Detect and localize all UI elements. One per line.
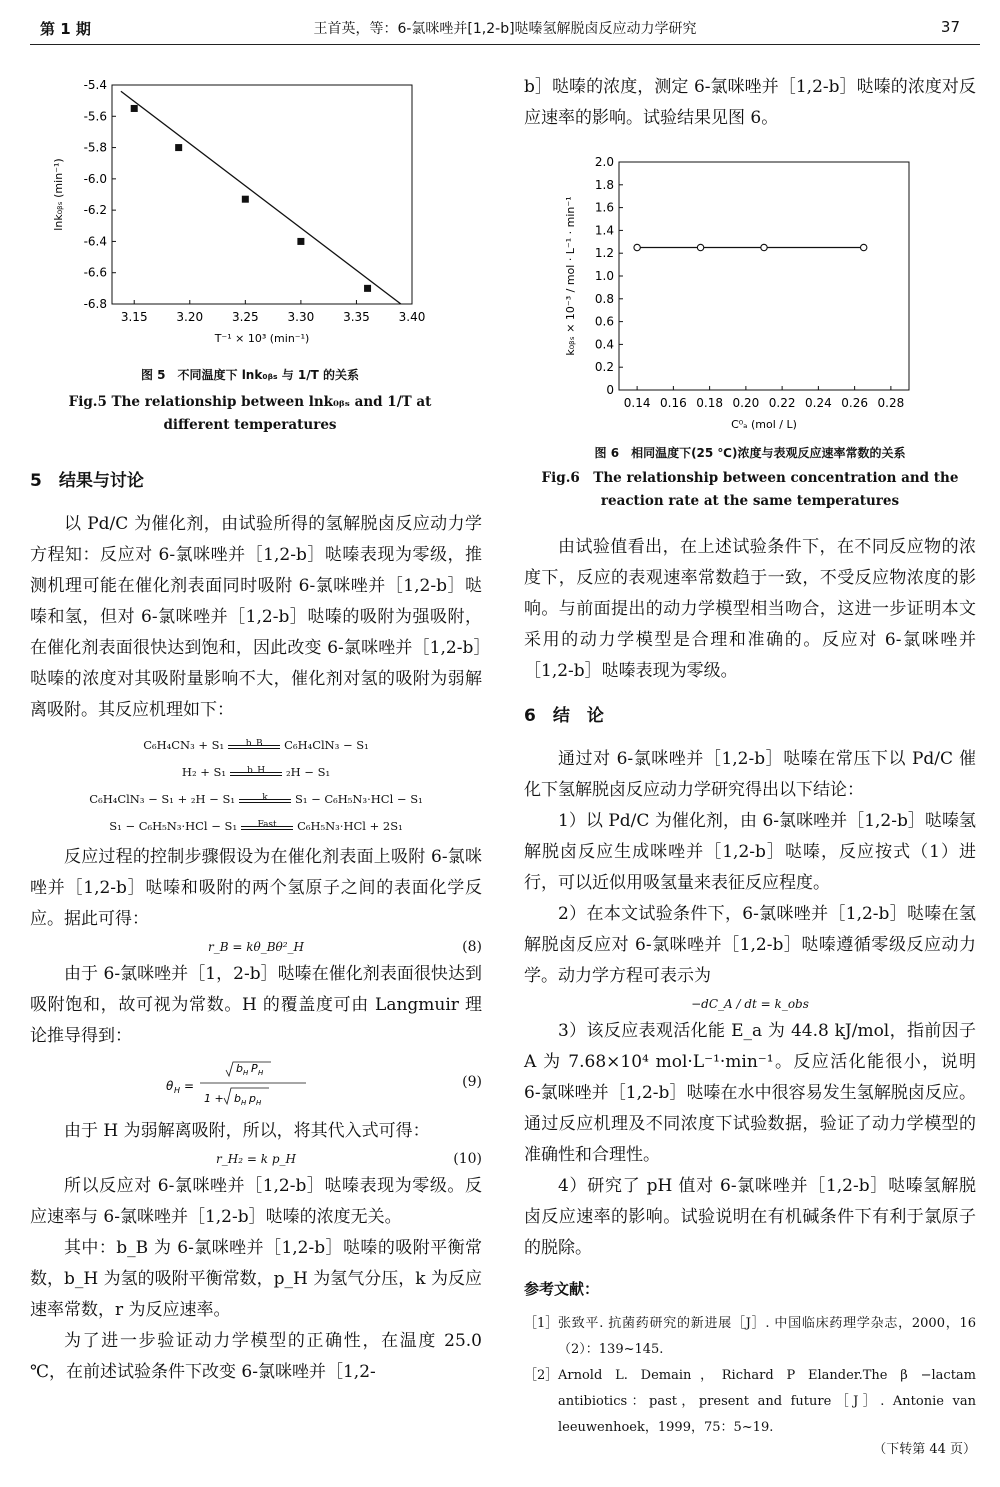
section-5-heading: 5 结果与讨论 [30, 471, 144, 491]
y-tick-label: 1.6 [594, 200, 614, 215]
reference-list [524, 1311, 976, 1441]
svg-text:H: H [174, 1086, 181, 1095]
page-number: 37 [940, 18, 960, 36]
paragraph: 4）研究了 pH 值对 6-氯咪唑并［1,2-b］哒嗪氢解脱卤反应速率的影响。试验说明在有机碱条件下有利于氯原子的脱除。 [524, 1176, 976, 1258]
x-tick-label: 0.26 [841, 396, 868, 410]
y-tick-label: 0.6 [594, 314, 614, 329]
header-rule [30, 44, 980, 45]
figure-6 [524, 150, 976, 520]
paragraph: 其中：b_B 为 6-氯咪唑并［1,2-b］哒嗪的吸附平衡常数，b_H 为氢的吸附平衡常数，p_H 为氢气分压，k 为反应速率常数，r 为反应速率。 [30, 1238, 482, 1320]
data-point [175, 144, 182, 151]
x-tick-label: 0.16 [660, 396, 687, 410]
x-axis-label: C⁰ₐ (mol / L) [731, 418, 797, 431]
data-point [860, 244, 866, 250]
figure-5-chart [40, 70, 460, 360]
svg-text:p: p [249, 1092, 256, 1105]
y-tick-label: -5.4 [83, 78, 107, 92]
data-point [697, 244, 703, 250]
y-tick-label: -5.8 [83, 140, 107, 155]
data-point [761, 244, 767, 250]
paragraph: b］哒嗪的浓度，测定 6-氯咪唑并［1,2-b］哒嗪的浓度对反应速率的影响。试验结果见图 6。 [524, 77, 976, 128]
equation-10-number: (10) [453, 1151, 482, 1167]
right-column [524, 532, 976, 1459]
y-tick-label: -6.6 [83, 265, 107, 280]
figure-6-caption-en-line2: reaction rate at the same temperatures [600, 493, 900, 509]
y-tick-label: -6.0 [83, 171, 107, 186]
x-tick-label: 0.14 [623, 396, 651, 410]
svg-text:b: b [236, 1062, 243, 1075]
data-point [634, 244, 640, 250]
reference-item: ［1］ 张致平. 抗菌药研究的新进展［J］. 中国临床药理学杂志，2000，16（2）：139~145. [524, 1316, 976, 1357]
x-tick-label: 0.24 [805, 396, 832, 410]
running-header [30, 12, 980, 42]
x-tick-label: 0.22 [768, 396, 796, 410]
x-tick-label: 3.20 [176, 310, 204, 324]
y-axis-label: lnk₀ᵦₛ (min⁻¹) [52, 158, 65, 231]
fit-line [121, 91, 401, 304]
x-tick-label: 3.30 [287, 310, 315, 324]
reaction-mechanism [30, 732, 482, 840]
mechanism-step: C₆H₄ClN₃ − S₁ + ₂H − S₁ k S₁ − C₆H₅N₃·HCl − S₁ [89, 792, 423, 806]
section-6-heading: 6 结 论 [524, 706, 604, 726]
paragraph: 由于 H 为弱解离吸附，所以，将其代入式可得： [64, 1121, 430, 1141]
y-tick-label: 0.2 [594, 360, 614, 375]
mechanism-step: S₁ − C₆H₅N₃·HCl − S₁ Fast C₆H₅N₃·HCl + 2S₁ [109, 819, 403, 833]
paragraph: 2）在本文试验条件下，6-氯咪唑并［1,2-b］哒嗪在氢解脱卤反应对 6-氯咪唑并［1,2-b］哒嗪遵循零级反应动力学。动力学方程可表示为 [524, 904, 976, 986]
rate-equation [524, 992, 976, 1016]
y-tick-label: 0.8 [594, 291, 614, 306]
y-tick-label: -6.8 [83, 297, 107, 311]
x-tick-label: 0.18 [696, 396, 723, 410]
paragraph: 以 Pd/C 为催化剂，由试验所得的氢解脱卤反应动力学方程知：反应对 6-氯咪唑并［1,2-b］哒嗪表现为零级，推测机理可能在催化剂表面同时吸附 6-氯咪唑并［1,2-b］哒嗪和氢，但对 6-氯咪唑并［1,2-b］哒嗪的吸附为强吸附，在催化剂表面很快达到饱和，因此改变 6-氯咪唑并［1,2-b］哒嗪的浓度对其吸附量影响不大，催化剂对氢的吸附为弱解离吸附。其反应机理如下： [30, 514, 482, 720]
y-tick-label: 2.0 [594, 155, 614, 169]
y-tick-label: 0 [606, 383, 614, 397]
equation-10-body: r_H₂ = k p_H [216, 1152, 296, 1166]
svg-text:=: = [184, 1079, 195, 1093]
paragraph: 通过对 6-氯咪唑并［1,2-b］哒嗪在常压下以 Pd/C 催化下氢解脱卤反应动力学研究得出以下结论： [524, 749, 976, 800]
data-point [364, 285, 371, 292]
x-tick-label: 0.20 [732, 396, 760, 410]
continued-note: （下转第 44 页） [873, 1442, 976, 1457]
issue-number: 第 1 期 [40, 20, 91, 38]
svg-text:b: b [234, 1092, 241, 1105]
left-column [30, 452, 482, 1388]
figure-6-caption-cn: 图 6 相同温度下(25 ℃)浓度与表观反应速率常数的关系 [594, 446, 906, 460]
x-tick-label: 3.25 [231, 310, 259, 324]
plot-frame [112, 85, 412, 304]
y-tick-label: 1.2 [594, 246, 614, 261]
data-point [131, 105, 138, 112]
x-tick-label: 3.40 [398, 310, 426, 324]
x-tick-label: 3.15 [120, 310, 148, 324]
svg-text:1 +: 1 + [204, 1092, 224, 1105]
mechanism-step: H₂ + S₁ b_H ₂H − S₁ [181, 765, 331, 779]
svg-text:H: H [256, 1099, 262, 1107]
figure-5-caption-en-line1: Fig.5 The relationship between lnk₀ᵦₛ and 1/T at [68, 394, 432, 410]
equation-9 [30, 1058, 482, 1110]
paragraph: 由于 6-氯咪唑并［1，2-b］哒嗪在催化剂表面很快达到吸附饱和，故可视为常数。H 的覆盖度可由 Langmuir 理论推导得到： [30, 964, 482, 1046]
data-point [297, 238, 304, 245]
figure-6-caption-en-line1: Fig.6 The relationship between concentration and the [541, 470, 959, 486]
y-tick-label: 1.0 [594, 269, 614, 283]
running-title: 王首英，等：6-氯咪唑并[1,2-b]哒嗪氢解脱卤反应动力学研究 [313, 21, 697, 37]
y-tick-label: 0.4 [594, 337, 614, 352]
paragraph: 所以反应对 6-氯咪唑并［1,2-b］哒嗪表现为零级。反应速率与 6-氯咪唑并［1,2-b］哒嗪的浓度无关。 [30, 1176, 482, 1227]
y-tick-label: -6.2 [83, 203, 107, 218]
paragraph: 3）该反应表观活化能 E_a 为 44.8 kJ/mol，指前因子 A 为 7.68×10⁴ mol·L⁻¹·min⁻¹。反应活化能很小，说明 6-氯咪唑并［1,2-b］哒嗪在水中很容易发生氢解脱卤反应。通过反应机理及不同浓度下试验数据，验证了动力学模型的准确性和合理性。 [524, 1021, 976, 1165]
equation-10 [30, 1147, 482, 1171]
y-tick-label: -6.4 [83, 234, 107, 249]
equation-8-body: r_B = kθ_Bθ²_H [207, 940, 305, 954]
svg-text:θ: θ [166, 1079, 174, 1093]
y-axis-label: k₀ᵦₛ × 10⁻³ / mol · L⁻¹ · min⁻¹ [564, 196, 577, 356]
paragraph: 1）以 Pd/C 为催化剂，由 6-氯咪唑并［1,2-b］哒嗪氢解脱卤反应生成咪唑并［1,2-b］哒嗪，反应按式（1）进行，可以近似用吸氢量来表征反应程度。 [524, 811, 976, 893]
figure-5-caption-en-line2: different temperatures [163, 417, 337, 433]
paragraph: 反应过程的控制步骤假设为在催化剂表面上吸附 6-氯咪唑并［1,2-b］哒嗪和吸附的两个氢原子之间的表面化学反应。据此可得： [30, 847, 482, 929]
svg-text:P: P [251, 1062, 258, 1075]
svg-text:H: H [243, 1069, 249, 1077]
right-column-top [524, 72, 976, 134]
x-tick-label: 0.28 [877, 396, 905, 410]
data-point [242, 196, 249, 203]
equation-9-fraction [156, 1058, 356, 1110]
svg-text:H: H [258, 1069, 264, 1077]
figure-5-caption-cn: 图 5 不同温度下 lnk₀ᵦₛ 与 1/T 的关系 [140, 368, 360, 382]
equation-8-number: (8) [462, 939, 482, 955]
paragraph: 由试验值看出，在上述试验条件下，在不同反应物的浓度下，反应的表观速率常数趋于一致，不受反应物浓度的影响。与前面提出的动力学模型相当吻合，这进一步证明本文采用的动力学模型是合理和准确的。反应对 6-氯咪唑并［1,2-b］哒嗪表现为零级。 [524, 537, 976, 681]
references-heading: 参考文献： [524, 1280, 600, 1298]
equation-9-number: (9) [462, 1074, 482, 1090]
svg-text:H: H [241, 1099, 247, 1107]
rate-equation-body: −dC_A / dt = k_obs [691, 997, 809, 1011]
x-tick-label: 3.35 [343, 310, 370, 324]
reference-item: ［2］ Arnold L. Demain，Richard P Elander.The β −lactam antibiotics：past，present and future［J］. Antonie van leeuwenhoek，1999，75：5~19. [524, 1368, 976, 1435]
y-tick-label: 1.8 [594, 177, 614, 192]
y-tick-label: 1.4 [594, 223, 614, 238]
equation-8 [30, 935, 482, 959]
plot-frame [619, 162, 909, 390]
figure-6-chart [524, 150, 976, 432]
y-tick-label: -5.6 [83, 109, 107, 124]
x-axis-label: T⁻¹ × 10³ (min⁻¹) [214, 332, 310, 345]
figure-5 [40, 70, 460, 433]
paragraph: 为了进一步验证动力学模型的正确性，在温度 25.0 ℃，在前述试验条件下改变 6-氯咪唑并［1,2- [30, 1331, 482, 1382]
mechanism-step: C₆H₄CN₃ + S₁ b_B C₆H₄ClN₃ − S₁ [143, 738, 369, 752]
